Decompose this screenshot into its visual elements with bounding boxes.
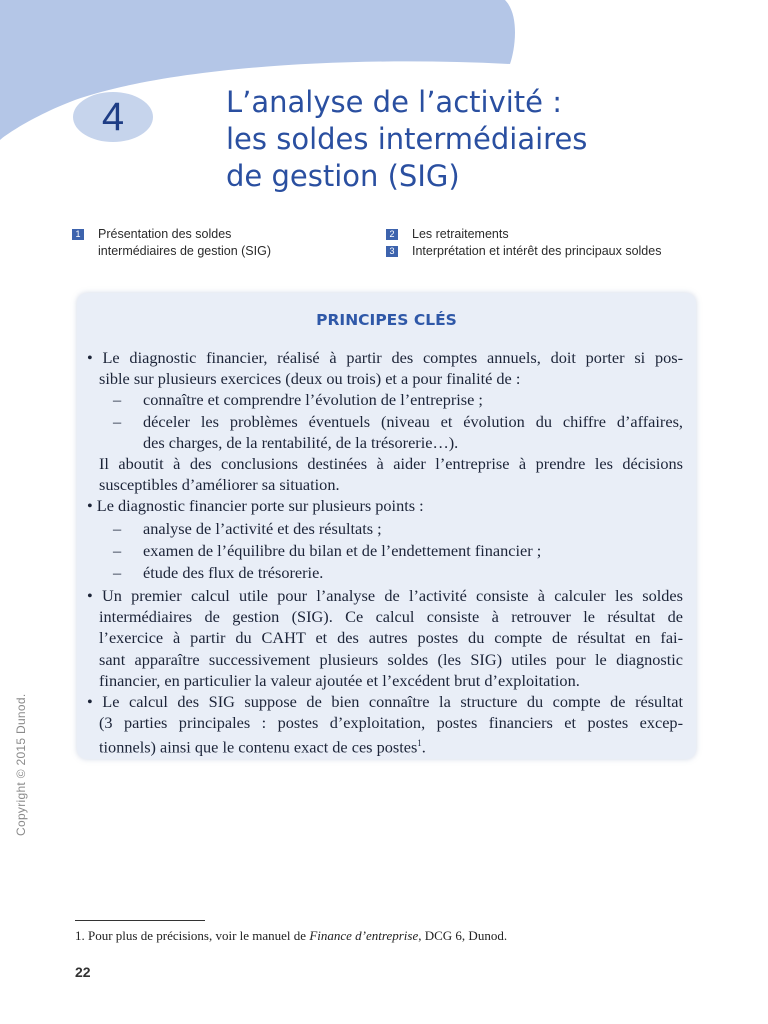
dash-item: – déceler les problèmes éventuels (niveau et évolution du chiffre d’affaires, — [113, 411, 683, 431]
text-line: l’exercice à partir du CAHT et des autres postes du compte de résultat en fai- — [99, 628, 683, 648]
footnote — [75, 928, 507, 944]
principes-cles-title: PRINCIPES CLÉS — [316, 311, 457, 329]
dash-item: – connaître et comprendre l’évolution de l’entreprise ; — [87, 389, 683, 410]
dash-item-text: déceler les problèmes éventuels (niveau et évolution du chiffre d’affaires, — [143, 411, 683, 431]
footnote-rule — [75, 920, 205, 921]
footnote-book-title: Finance d’entreprise — [309, 928, 419, 943]
toc-label: Présentation des soldes — [98, 227, 232, 241]
toc-label: Interprétation et intérêt des principaux soldes — [412, 244, 662, 258]
chapter-title — [226, 84, 686, 195]
text-line: sant apparaître successivement plusieurs soldes (les SIG) utiles pour le diagnostic — [99, 649, 683, 669]
dash-item-text: examen de l’équilibre du bilan et de l’endettement financier ; — [143, 540, 542, 560]
principes-cles-content — [87, 347, 683, 755]
toc-number-badge: 2 — [386, 229, 398, 240]
dash-item-text: analyse de l’activité et des résultats ; — [143, 518, 382, 538]
dash-item: – analyse de l’activité et des résultats ; — [87, 518, 683, 539]
footnote-marker[interactable]: 1 — [417, 738, 422, 749]
text-line-part: tionnels) ainsi que le contenu exact de ces postes — [99, 737, 418, 757]
chapter-title-line: de gestion (SIG) — [226, 159, 460, 193]
toc-label: Les retraitements — [412, 227, 509, 241]
text-line: • Un premier calcul utile pour l’analyse de l’activité consiste à calculer les soldes — [87, 586, 683, 606]
principes-cles-box — [77, 293, 696, 759]
dash-item-text: étude des flux de trésorerie. — [143, 562, 324, 582]
text-line: susceptibles d’améliorer sa situation. — [99, 475, 340, 495]
chapter-title-line: L’analyse de l’activité : — [226, 85, 562, 119]
dash-item: – étude des flux de trésorerie. — [87, 562, 683, 583]
toc-section-2[interactable] — [386, 226, 509, 243]
dash-item-text: connaître et comprendre l’évolution de l’entreprise ; — [143, 390, 483, 410]
text-line: sible sur plusieurs exercices (deux ou trois) et a pour finalité de : — [99, 369, 521, 389]
toc-section-3[interactable] — [386, 243, 661, 260]
toc-label: intermédiaires de gestion (SIG) — [98, 244, 271, 258]
toc-number-badge: 1 — [72, 229, 84, 240]
text-line: des charges, de la rentabilité, de la trésorerie…). — [143, 432, 459, 452]
copyright-notice: Copyright © 2015 Dunod. — [14, 693, 28, 836]
text-line: financier, en particulier la valeur ajoutée et l’excédent brut d’exploitation. — [99, 670, 580, 690]
footnote-prefix: 1. Pour plus de précisions, voir le manuel de — [75, 928, 310, 943]
text-line-part: . — [421, 737, 426, 757]
toc-section-1[interactable] — [72, 226, 271, 260]
chapter-title-line: les soldes intermédiaires — [226, 122, 588, 156]
dash-item: – examen de l’équilibre du bilan et de l’endettement financier ; — [87, 540, 683, 561]
text-line: intermédiaires de gestion (SIG). Ce calcul consiste à retrouver le résultat de — [99, 607, 683, 627]
page-number: 22 — [75, 964, 91, 980]
text-line: (3 parties principales : postes d’exploitation, postes financiers et postes excep- — [99, 713, 683, 733]
text-line: • Le calcul des SIG suppose de bien connaître la structure du compte de résultat — [87, 692, 683, 711]
text-line: • Le diagnostic financier, réalisé à partir des comptes annuels, doit porter si pos- — [87, 348, 683, 367]
text-line: • Le diagnostic financier porte sur plusieurs points : — [87, 496, 424, 516]
chapter-number: 4 — [101, 95, 125, 139]
text-line — [87, 733, 683, 757]
text-line: Il aboutit à des conclusions destinées à aider l’entreprise à prendre les décisions — [99, 453, 683, 473]
chapter-number-badge — [73, 92, 153, 142]
toc-number-badge: 3 — [386, 246, 398, 257]
footnote-suffix: , DCG 6, Dunod. — [418, 928, 508, 943]
